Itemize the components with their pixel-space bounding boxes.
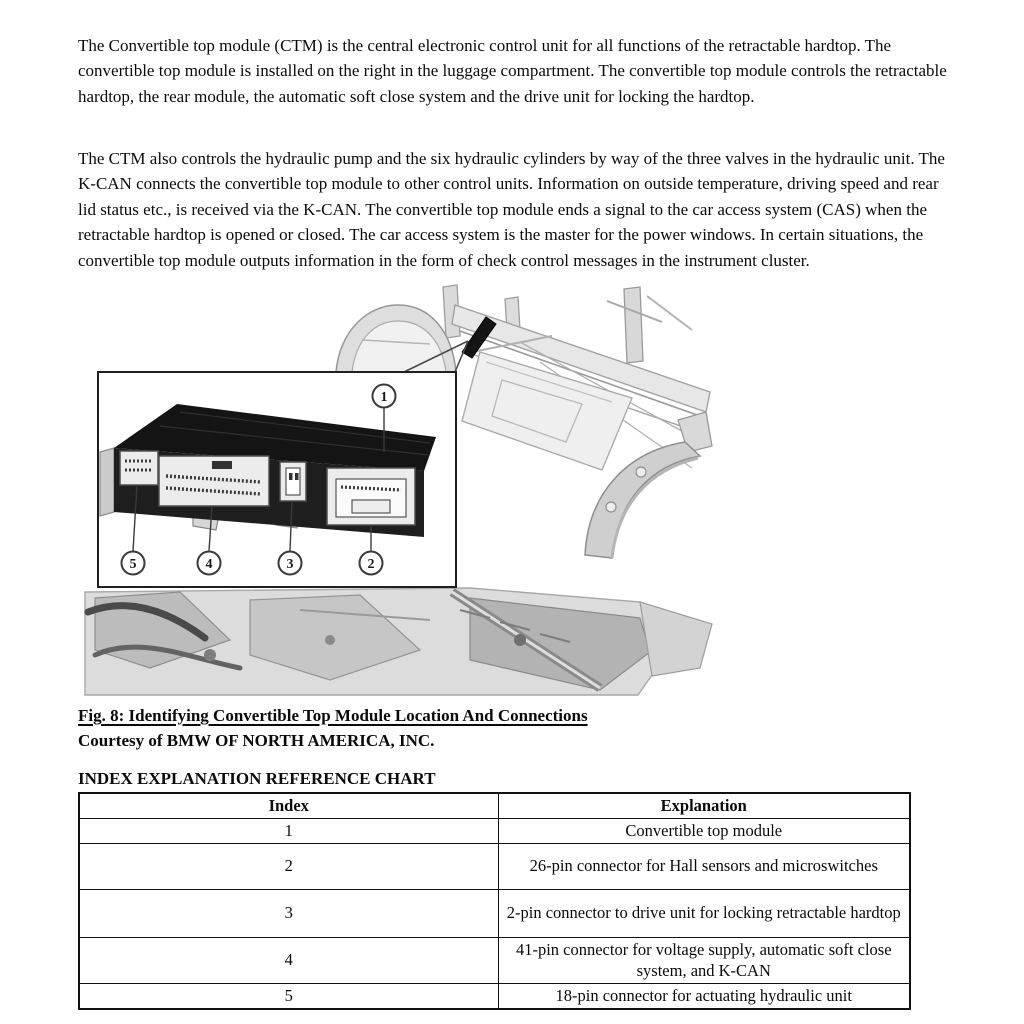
- callout-2-label: 2: [367, 557, 375, 572]
- figure-courtesy: Courtesy of BMW OF NORTH AMERICA, INC.: [78, 731, 435, 750]
- cell-index: 2: [79, 843, 498, 889]
- cell-explanation: 41-pin connector for voltage supply, automatic soft close system, and K-CAN: [498, 937, 910, 983]
- table-row: [79, 889, 910, 937]
- cell-explanation: 2-pin connector to drive unit for locking retractable hardtop: [498, 889, 910, 937]
- header-index: Index: [79, 793, 498, 818]
- callout-1-label: 1: [380, 390, 388, 405]
- callout-3-label: 3: [286, 557, 294, 572]
- ctm-location-drawing: [0, 270, 1024, 702]
- cell-index: 5: [79, 983, 498, 1009]
- callout-3: [279, 552, 302, 575]
- cell-index: 3: [79, 889, 498, 937]
- paragraph-ctm-functions: The CTM also controls the hydraulic pump and the six hydraulic cylinders by way of the three valves in the hydraulic unit. The K-CAN connects the convertible top module to other control units. Information on outside temperature, driving speed and rear lid status etc., is received via the K-CAN. The convertible top module ends a signal to the car access system (CAS) when the retractable hardtop is opened or closed. The car access system is the master for the power windows. In certain situations, the convertible top module outputs information in the form of check control messages in the instrument cluster.: [78, 149, 945, 270]
- figure-caption: Fig. 8: Identifying Convertible Top Module Location And Connections: [78, 706, 588, 725]
- connector-3: [280, 462, 306, 501]
- callout-4-label: 4: [205, 557, 213, 572]
- callout-1: [373, 385, 396, 408]
- connector-2: [327, 468, 415, 525]
- header-explanation: Explanation: [498, 793, 910, 818]
- callout-5-label: 5: [129, 557, 137, 572]
- connector-5: [120, 451, 158, 485]
- cell-explanation: Convertible top module: [498, 818, 910, 843]
- index-explanation-table: [78, 792, 911, 1010]
- cell-explanation: 26-pin connector for Hall sensors and microswitches: [498, 843, 910, 889]
- callout-4: [198, 552, 221, 575]
- inset-detail-box: [98, 372, 456, 587]
- table-row: [79, 937, 910, 983]
- cell-index: 4: [79, 937, 498, 983]
- callout-5: [122, 552, 145, 575]
- paragraph-ctm-overview: The Convertible top module (CTM) is the central electronic control unit for all functions of the retractable hardtop. The convertible top module is installed on the right in the luggage compartment. The convertible top module controls the retractable hardtop, the rear module, the automatic soft close system and the drive unit for locking the hardtop.: [78, 36, 947, 106]
- figure-illustration: [0, 270, 1024, 702]
- index-chart-title: INDEX EXPLANATION REFERENCE CHART: [78, 769, 436, 788]
- callout-2: [360, 552, 383, 575]
- cell-explanation: 18-pin connector for actuating hydraulic unit: [498, 983, 910, 1009]
- table-row: [79, 818, 910, 843]
- table-row: [79, 983, 910, 1009]
- table-header-row: [79, 793, 910, 818]
- cell-index: 1: [79, 818, 498, 843]
- connector-4: [159, 456, 269, 506]
- table-row: [79, 843, 910, 889]
